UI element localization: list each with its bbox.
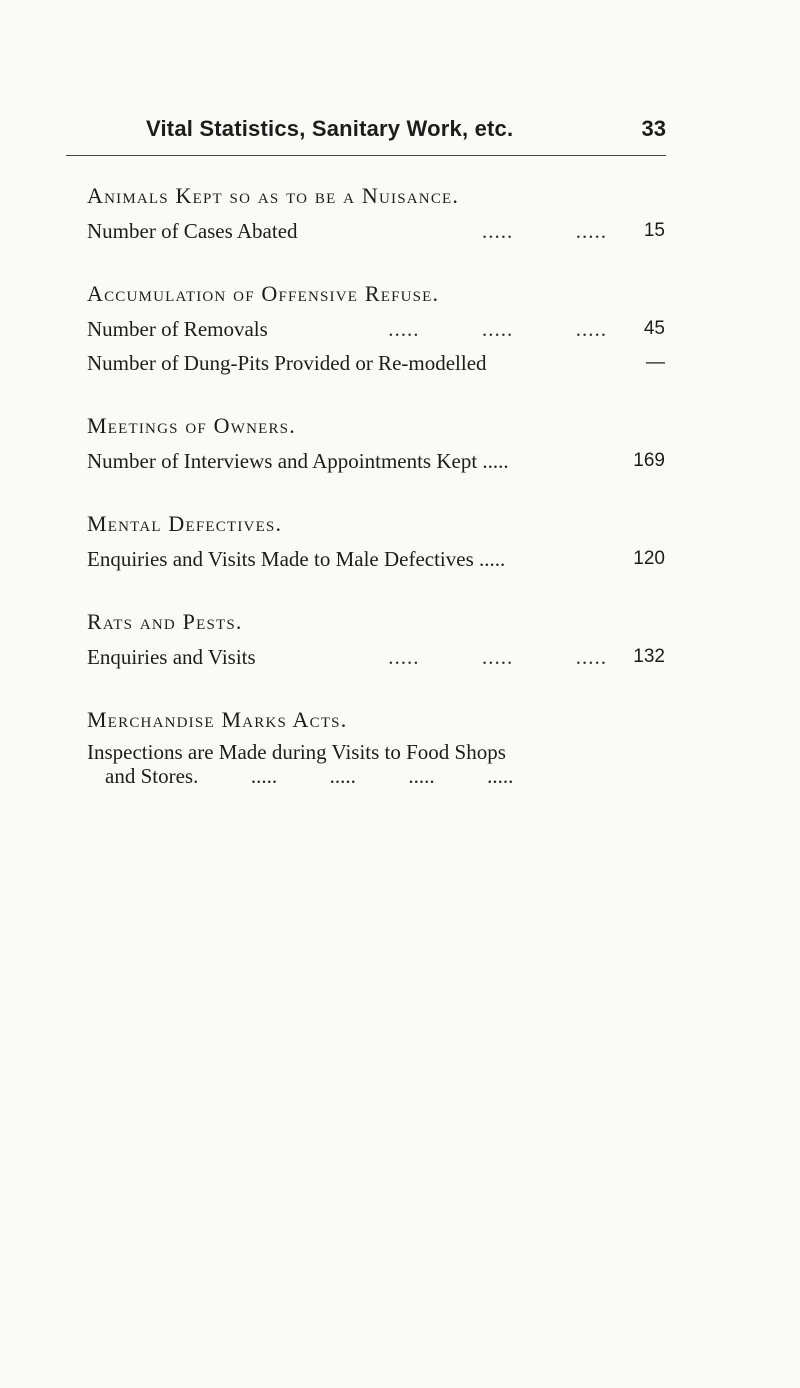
section-animals-nuisance [87, 178, 667, 248]
entry-label: Number of Cases Abated [87, 219, 298, 243]
section-rats-pests [87, 604, 667, 674]
paragraph [87, 740, 627, 788]
section-offensive-refuse [87, 276, 667, 380]
page-number: 33 [641, 116, 666, 141]
section-heading: Mental Defectives. [87, 511, 283, 536]
running-title: Vital Statistics, Sanitary Work, etc. [146, 116, 514, 141]
section-meetings-owners [87, 408, 667, 478]
header-rule [66, 155, 666, 156]
entry-label: Number of Interviews and Appointments Kept ..... [87, 449, 509, 473]
entry-label: Number of Dung-Pits Provided or Re-modelled [87, 351, 487, 375]
entry-row [87, 346, 667, 380]
dot-leader: ..... ..... ..... [388, 317, 607, 341]
entry-row [87, 542, 667, 576]
entry-value: 15 [643, 220, 665, 241]
paragraph-line: and Stores. ..... ..... ..... ..... [105, 764, 514, 788]
entry-label: Number of Removals [87, 317, 268, 341]
section-heading: Animals Kept so as to be a Nuisance. [87, 183, 460, 208]
section-mental-defectives [87, 506, 667, 576]
page-body [87, 178, 667, 818]
entry-value: 45 [643, 318, 665, 339]
section-heading: Merchandise Marks Acts. [87, 707, 348, 732]
section-heading: Meetings of Owners. [87, 413, 296, 438]
entry-row [87, 444, 667, 478]
paragraph-line: Inspections are Made during Visits to Food Shops [87, 740, 506, 764]
entry-value: 169 [633, 450, 665, 471]
section-heading: Rats and Pests. [87, 609, 243, 634]
dot-leader: ..... ..... [482, 219, 607, 243]
section-heading: Accumulation of Offensive Refuse. [87, 281, 440, 306]
section-merchandise-marks [87, 702, 667, 788]
dot-leader: ..... ..... ..... [388, 645, 607, 669]
entry-value: — [646, 352, 665, 373]
entry-value: 120 [633, 548, 665, 569]
entry-row [87, 640, 667, 674]
entry-row [87, 312, 667, 346]
entry-label: Enquiries and Visits Made to Male Defectives ..... [87, 547, 506, 571]
entry-label: Enquiries and Visits [87, 645, 256, 669]
entry-row [87, 214, 667, 248]
entry-value: 132 [633, 646, 665, 667]
running-head [146, 116, 666, 150]
